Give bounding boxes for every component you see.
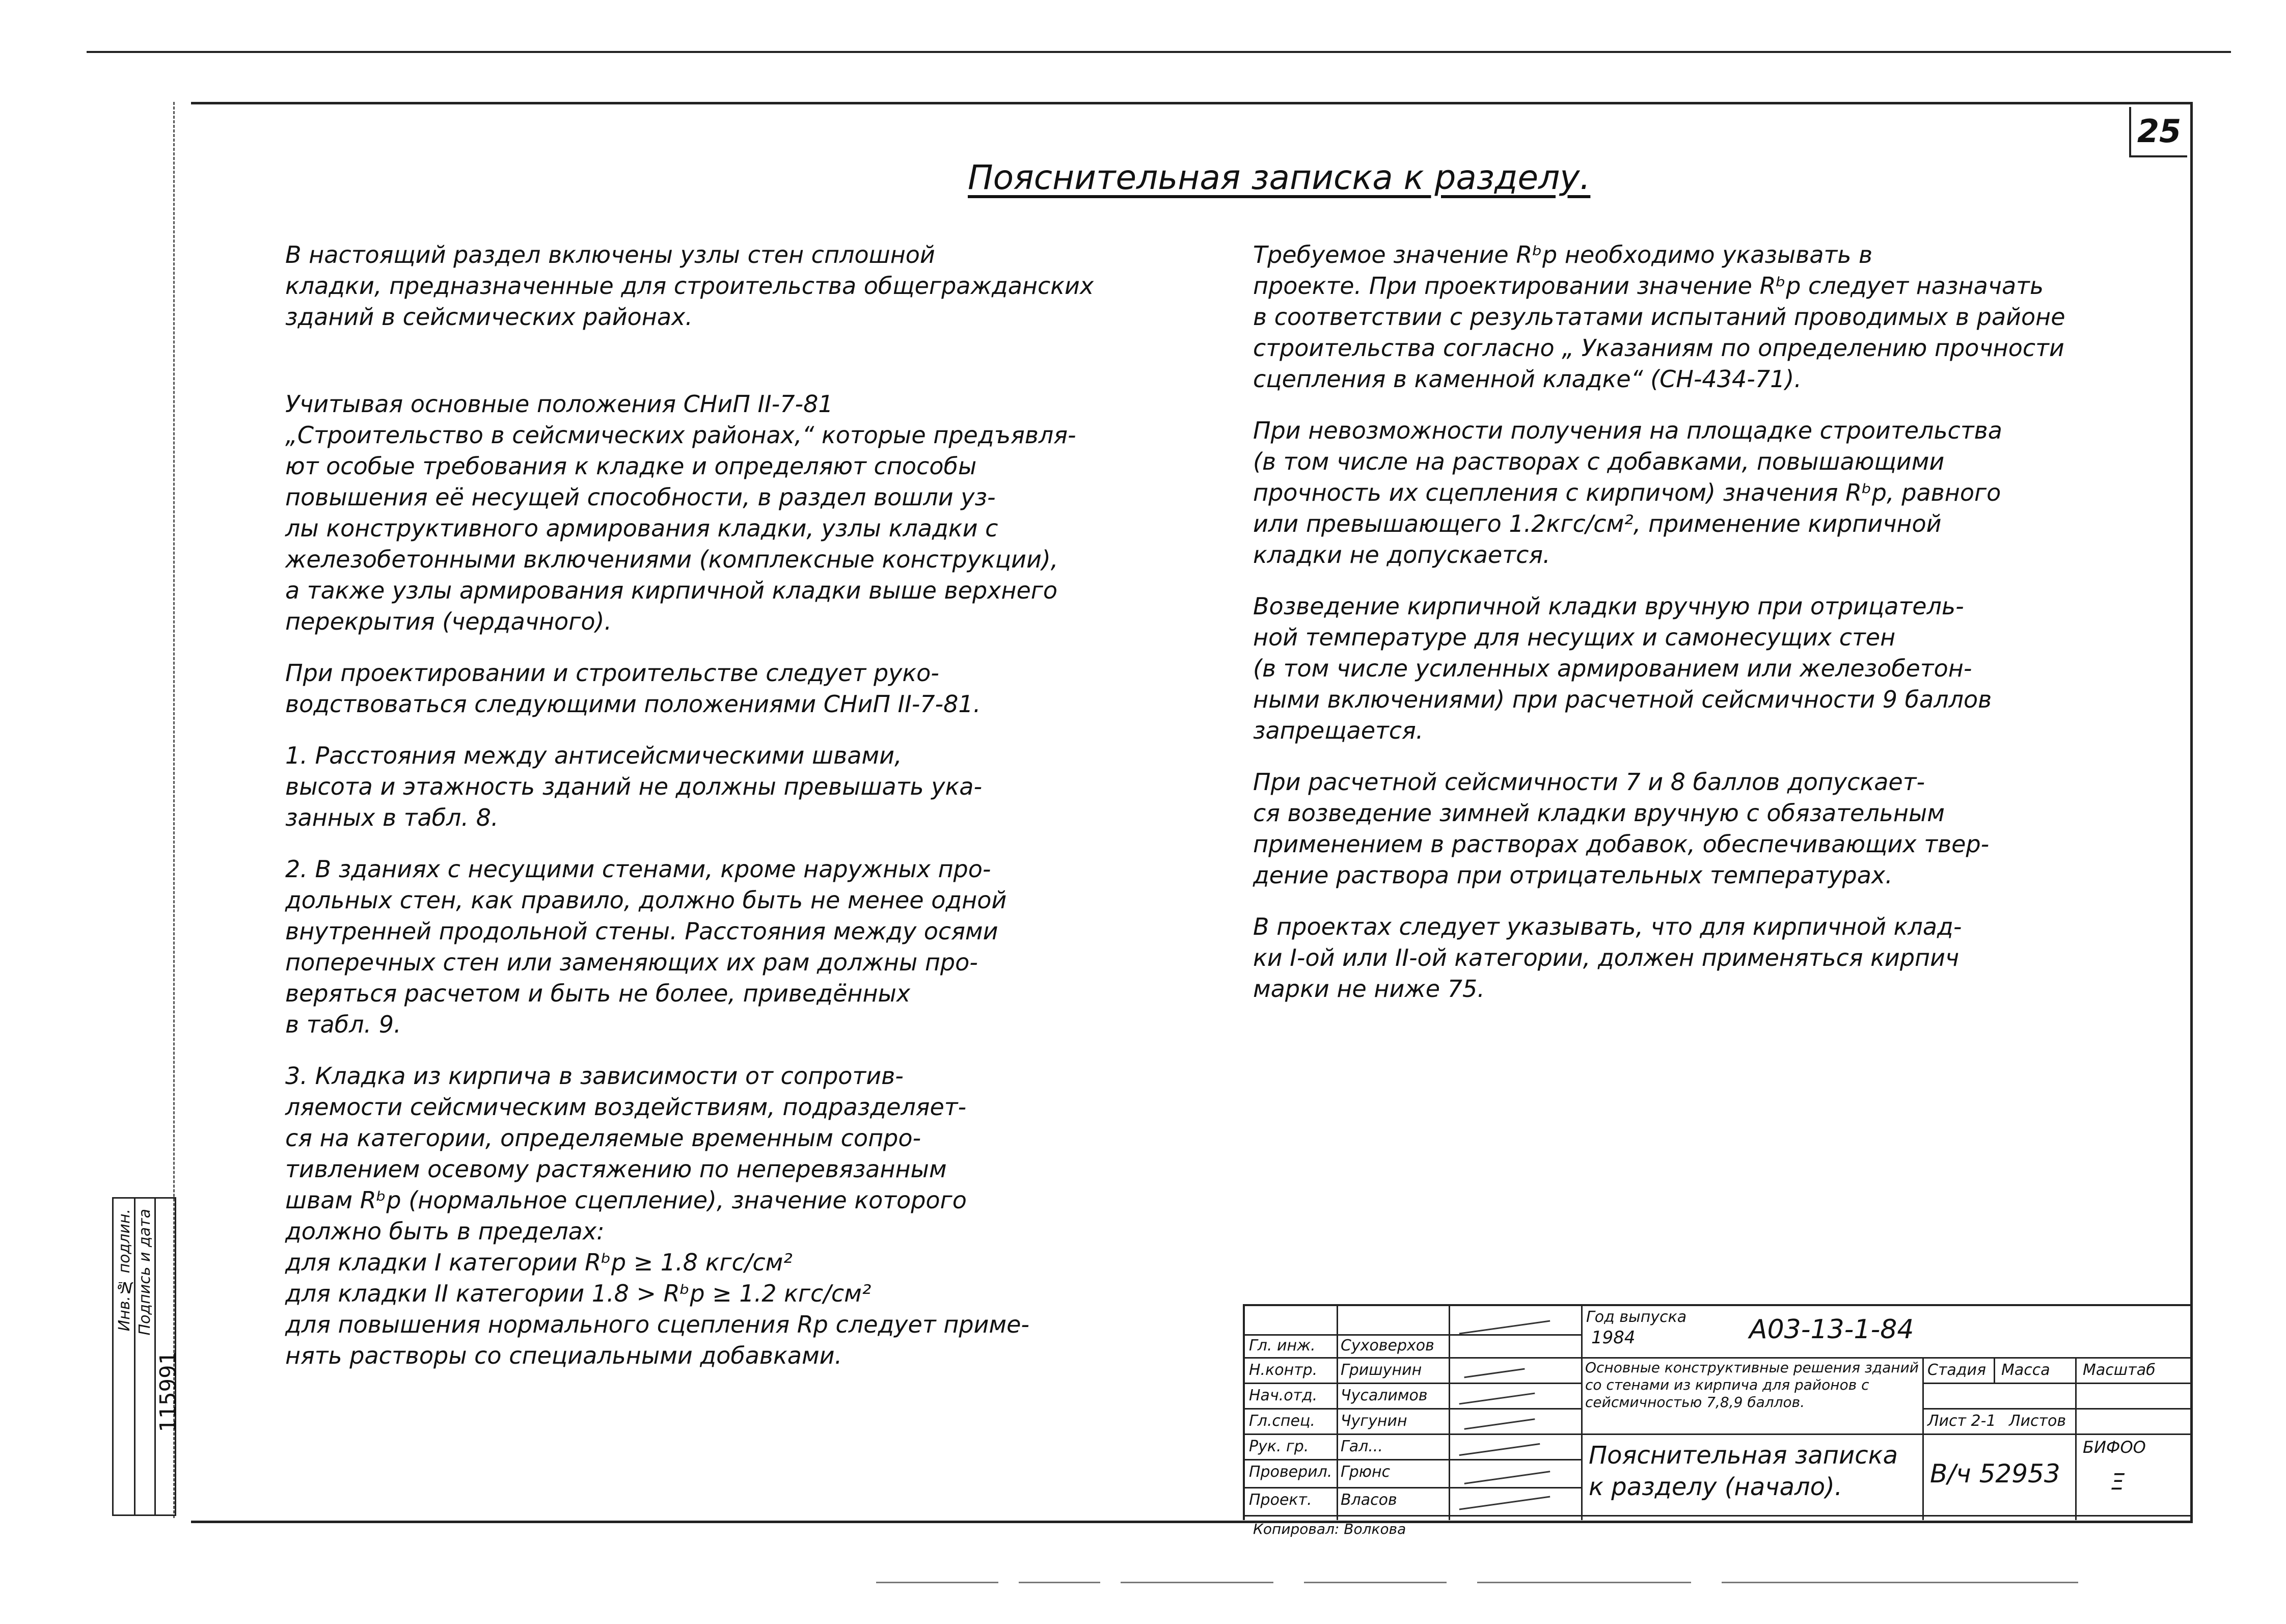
text-line: а также узлы армирования кирпичной кладки выше верхнего: [285, 577, 1058, 604]
role-label: Проект.: [1249, 1491, 1312, 1509]
signature-mark: [1464, 1471, 1550, 1484]
sheet-number: 25: [2129, 107, 2187, 157]
document-title: Пояснительная записка к разделу (начало).: [1589, 1441, 1898, 1501]
text-line: кладки, предназначенные для строительства общегражданских: [285, 272, 1094, 300]
year-value: 1984: [1591, 1328, 1636, 1348]
text-line: При невозможности получения на площадке строительства: [1253, 417, 2002, 444]
text-line: 1. Расстояния между антисейсмическими швами,: [285, 742, 902, 769]
signature-mark: [1464, 1368, 1525, 1378]
text-line: нять растворы со специальными добавками.: [285, 1342, 842, 1369]
inventory-stamp: [112, 1197, 181, 1516]
text-line: должно быть в пределах:: [285, 1217, 605, 1245]
text-line: 3. Кладка из кирпича в зависимости от сопротив-: [285, 1062, 904, 1090]
text-line: ляемости сейсмическим воздействиям, подразделяет-: [285, 1093, 967, 1121]
text-line: запрещается.: [1253, 717, 1424, 744]
document-description: Основные конструктивные решения зданий со стенами из кирпича для районов с сейсмичностью 7,8,9 баллов.: [1585, 1359, 1919, 1411]
scan-noise: [1477, 1582, 1691, 1583]
text-line: или превышающего 1.2кгс/см², применение кирпичной: [1253, 510, 1942, 537]
text-line: сцепления в каменной кладке“ (СН-434-71).: [1253, 365, 1802, 393]
text-line: марки не ниже 75.: [1253, 975, 1485, 1003]
text-line: лы конструктивного армирования кладки, узлы кладки с: [285, 515, 998, 542]
text-line: дольных стен, как правило, должно быть не менее одной: [285, 886, 1007, 914]
person-name: Власов: [1341, 1491, 1397, 1509]
role-label: Проверил.: [1249, 1463, 1332, 1481]
text-line: ной температуре для несущих и самонесущих стен: [1253, 624, 1896, 651]
text-line: железобетонными включениями (комплексные конструкции),: [285, 546, 1058, 573]
text-line: строительства согласно „ Указаниям по определению прочности: [1253, 334, 2064, 362]
text-line: перекрытия (чердачного).: [285, 608, 612, 635]
right-column: [1253, 239, 2119, 1005]
text-line: (в том числе на растворах с добавками, повышающими: [1253, 448, 1945, 475]
text-line: для кладки II категории 1.8 > Rᵇp ≥ 1.2 кгс/см²: [285, 1280, 872, 1307]
scan-noise: [1304, 1582, 1447, 1583]
scan-noise: [876, 1582, 998, 1583]
text-line: в соответствии с результатами испытаний проводимых в районе: [1253, 303, 2065, 331]
text-line: внутренней продольной стены. Расстояния между осями: [285, 917, 998, 945]
signature-mark: [1459, 1496, 1550, 1510]
signature-mark: [1464, 1418, 1535, 1429]
stamp-label-signature: Подпись и дата: [136, 1209, 154, 1336]
text-line: 2. В зданиях с несущими стенами, кроме наружных про-: [285, 855, 991, 883]
text-line: ют особые требования к кладке и определяют способы: [285, 452, 977, 480]
text-line: проекте. При проектировании значение Rᵇp следует назначать: [1253, 272, 2044, 300]
text-line: тивлением осевому растяжению по неперевязанным: [285, 1155, 947, 1183]
sheets-label: Листов: [2009, 1412, 2066, 1430]
organization-code: В/ч 52953: [1930, 1459, 2060, 1488]
text-line: прочность их сцепления с кирпичом) значения Rᵇp, равного: [1253, 479, 2001, 506]
person-name: Гришунин: [1341, 1361, 1422, 1379]
text-line: высота и этажность зданий не должны превышать ука-: [285, 773, 983, 800]
text-line: Требуемое значение Rᵇp необходимо указывать в: [1253, 241, 1873, 268]
role-label: Гл.спец.: [1249, 1412, 1315, 1430]
stamp-label-inv: Инв.№ подлин.: [116, 1209, 133, 1332]
page-label: БИФОО: [2083, 1438, 2146, 1457]
text-line: занных в табл. 8.: [285, 804, 499, 831]
role-label: Нач.отд.: [1249, 1387, 1318, 1404]
text-line: поперечных стен или заменяющих их рам должны про-: [285, 949, 978, 976]
sheet-label: Лист 2-1: [1927, 1412, 1996, 1430]
text-line: ся возведение зимней кладки вручную с обязательным: [1253, 799, 1945, 827]
text-line: Учитывая основные положения СНиП II-7-81: [285, 390, 833, 418]
page-mark: Ξ: [2111, 1469, 2125, 1495]
person-name: Гал...: [1341, 1438, 1383, 1455]
year-label: Год выпуска: [1586, 1308, 1687, 1326]
scale-label: Масштаб: [2083, 1361, 2156, 1379]
person-name: Чугунин: [1341, 1412, 1407, 1430]
title-block: [1243, 1304, 2192, 1520]
person-name: Суховерхов: [1341, 1337, 1434, 1355]
document-code: А03-13-1-84: [1749, 1314, 1914, 1345]
text-line: швам Rᵇp (нормальное сцепление), значение которого: [285, 1186, 967, 1214]
text-line: В настоящий раздел включены узлы стен сплошной: [285, 241, 935, 268]
text-line: веряться расчетом и быть не более, приведённых: [285, 980, 911, 1007]
text-line: При проектировании и строительстве следует руко-: [285, 659, 939, 687]
role-label: Гл. инж.: [1249, 1337, 1316, 1355]
person-name: Чусалимов: [1341, 1387, 1428, 1404]
signature-mark: [1459, 1393, 1535, 1405]
scan-noise: [1722, 1582, 2078, 1583]
scan-noise: [1019, 1582, 1100, 1583]
text-line: повышения её несущей способности, в раздел вошли уз-: [285, 483, 996, 511]
text-line: водствоваться следующими положениями СНиП II-7-81.: [285, 690, 981, 718]
text-line: ными включениями) при расчетной сейсмичности 9 баллов: [1253, 686, 1992, 713]
signature-mark: [1459, 1320, 1550, 1334]
person-name: Грюнс: [1341, 1463, 1391, 1481]
text-line: в табл. 9.: [285, 1011, 401, 1038]
mass-label: Масса: [2001, 1361, 2050, 1379]
text-line: зданий в сейсмических районах.: [285, 303, 693, 331]
page-title: Пояснительная записка к разделу.: [968, 158, 1591, 197]
text-line: для кладки I категории Rᵇp ≥ 1.8 кгс/см²: [285, 1249, 793, 1276]
inventory-number: 115991: [155, 1351, 181, 1432]
signature-mark: [1459, 1443, 1540, 1456]
text-line: Возведение кирпичной кладки вручную при отрицатель-: [1253, 592, 1964, 620]
role-label: Рук. гр.: [1249, 1438, 1309, 1455]
text-line: кладки не допускается.: [1253, 541, 1550, 569]
text-line: дение раствора при отрицательных температурах.: [1253, 861, 1893, 889]
scan-noise: [1121, 1582, 1273, 1583]
text-line: ся на категории, определяемые временным сопро-: [285, 1124, 921, 1152]
text-line: (в том числе усиленных армированием или железобетон-: [1253, 655, 1972, 682]
text-line: для повышения нормального сцепления Rp следует приме-: [285, 1311, 1030, 1338]
copied-by-note: Копировал: Волкова: [1253, 1521, 1406, 1537]
role-label: Н.контр.: [1249, 1361, 1318, 1379]
stage-label: Стадия: [1927, 1361, 1986, 1379]
text-line: При расчетной сейсмичности 7 и 8 баллов допускает-: [1253, 768, 1925, 796]
left-column: [285, 239, 1151, 1371]
text-line: „Строительство в сейсмических районах,“ которые предъявля-: [285, 421, 1076, 449]
top-rule: [87, 51, 2231, 53]
text-line: применением в растворах добавок, обеспечивающих твер-: [1253, 830, 1990, 858]
text-line: ки I-ой или II-ой категории, должен применяться кирпич: [1253, 944, 1960, 971]
text-line: В проектах следует указывать, что для кирпичной клад-: [1253, 913, 1962, 940]
